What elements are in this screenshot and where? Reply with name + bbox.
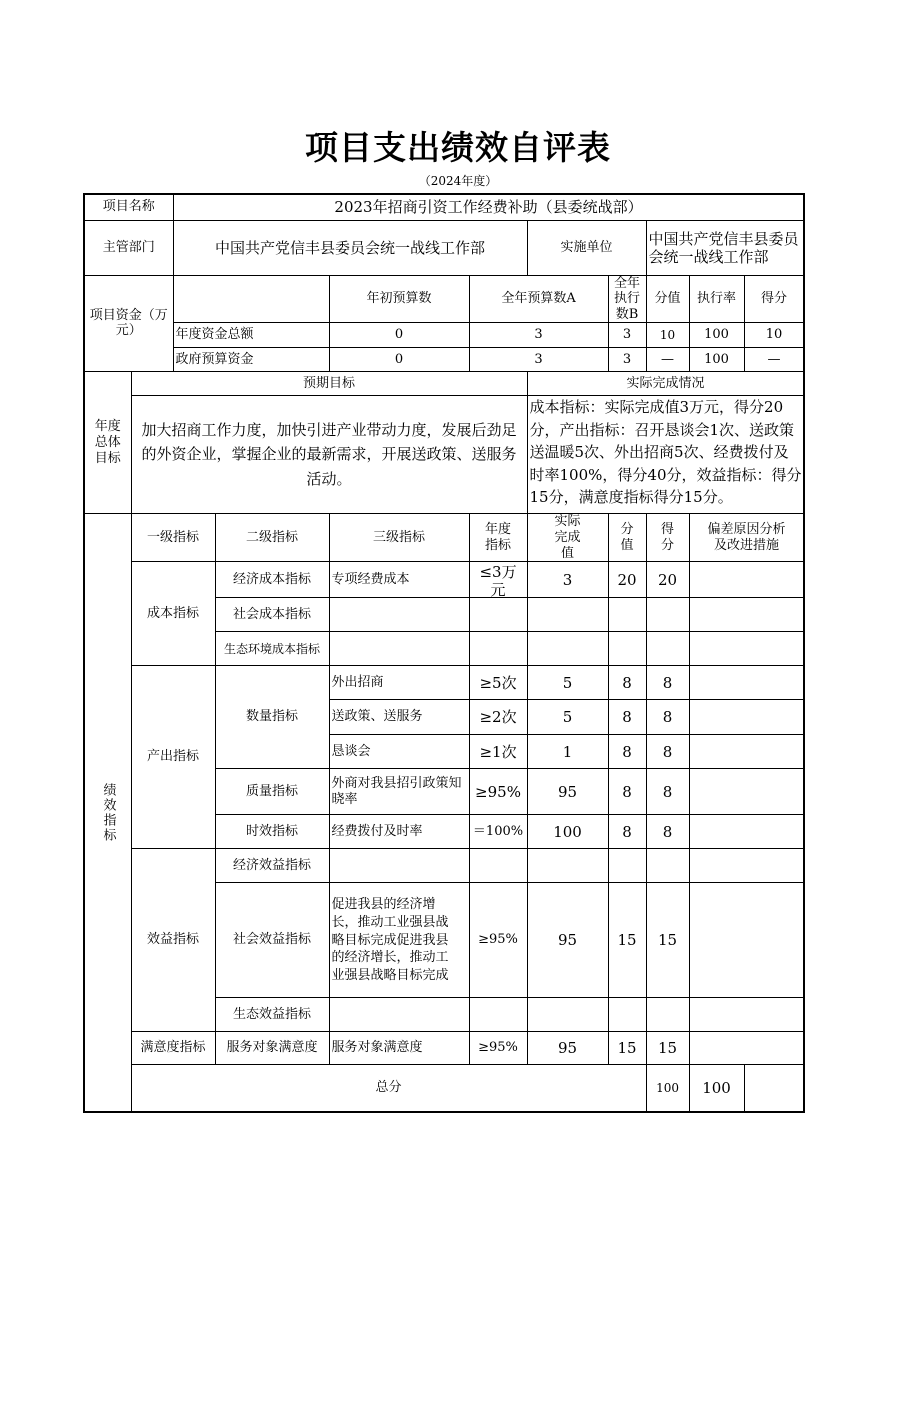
funds-cell: 3 (469, 348, 608, 372)
funds-col: 年初预算数 (329, 275, 469, 323)
l3-cell (329, 849, 469, 883)
page-title: 项目支出绩效自评表 (305, 128, 611, 167)
funds-row (84, 348, 804, 372)
perf-col (689, 514, 804, 562)
target-cell: ＝100% (469, 815, 527, 849)
funds-row-label: 年度资金总额 (173, 323, 329, 348)
note-cell (689, 769, 804, 815)
actual-label: 实际完成情况 (527, 372, 804, 396)
target-cell (469, 998, 527, 1032)
total-note (744, 1065, 804, 1112)
note-cell (689, 562, 804, 598)
l1-benefit: 效益指标 (131, 849, 215, 1032)
project-name-label: 项目名称 (84, 194, 173, 220)
got-cell (646, 998, 689, 1032)
target-cell (469, 598, 527, 632)
l2-cell: 服务对象满意度 (215, 1032, 329, 1065)
perf-row (84, 849, 804, 883)
target-text: ≤3万元 (479, 562, 517, 597)
note-cell (689, 700, 804, 735)
actual-result (527, 396, 804, 514)
actual-cell: 5 (527, 666, 608, 700)
goals-label (84, 372, 131, 514)
actual-cell (527, 849, 608, 883)
total-got: 100 (689, 1065, 744, 1112)
funds-col: 执行率 (689, 275, 744, 323)
l3-cell: 恳谈会 (329, 735, 469, 769)
total-label: 总分 (131, 1065, 646, 1112)
note-cell (689, 666, 804, 700)
got-cell: 8 (646, 666, 689, 700)
score-cell: 15 (608, 1032, 646, 1065)
note-cell (689, 883, 804, 998)
got-cell: 15 (646, 1032, 689, 1065)
funds-cell: 100 (689, 323, 744, 348)
impl-value: 中国共产党信丰县委员会统一战线工作部 (646, 220, 804, 275)
got-cell (646, 598, 689, 632)
funds-col: 全年执行数B (608, 275, 646, 323)
got-cell: 15 (646, 883, 689, 998)
l3-cell: 服务对象满意度 (329, 1032, 469, 1065)
perf-col: 二级指标 (215, 514, 329, 562)
got-cell: 8 (646, 769, 689, 815)
total-score: 100 (646, 1065, 689, 1112)
perf-col (469, 514, 527, 562)
perf-col: 三级指标 (329, 514, 469, 562)
perf-row (84, 1032, 804, 1065)
actual-cell: 95 (527, 769, 608, 815)
l2-cell: 数量指标 (215, 666, 329, 769)
target-cell: ≥5次 (469, 666, 527, 700)
l3-cell: 送政策、送服务 (329, 700, 469, 735)
perf-col (608, 514, 646, 562)
funds-cell: — (744, 348, 804, 372)
funds-header-row (84, 275, 804, 323)
note-cell (689, 849, 804, 883)
score-cell (608, 998, 646, 1032)
project-name-row (84, 194, 804, 220)
l2-cell: 社会成本指标 (215, 598, 329, 632)
funds-cell: 0 (329, 348, 469, 372)
target-cell: ≥95% (469, 769, 527, 815)
perf-col-text: 偏差原因分析及改进措施 (707, 522, 786, 553)
perf-header-row (84, 514, 804, 562)
funds-col: 得分 (744, 275, 804, 323)
funds-blank (173, 275, 329, 323)
expected-goal: 加大招商工作力度，加快引进产业带动力度，发展后劲足的外资企业，掌握企业的最新需求，开展送政策、送服务活动。 (131, 396, 527, 514)
actual-cell (527, 632, 608, 666)
note-cell (689, 735, 804, 769)
note-cell (689, 998, 804, 1032)
got-cell: 20 (646, 562, 689, 598)
score-cell: 8 (608, 735, 646, 769)
l1-cost: 成本指标 (131, 562, 215, 666)
actual-cell (527, 598, 608, 632)
got-cell: 8 (646, 700, 689, 735)
l3-text: 促进我县的经济增长，推动工业强县战略目标完成促进我县的经济增长，推动工业强县战略目标完成 (331, 897, 449, 983)
l3-cell (329, 598, 469, 632)
actual-result-text: 成本指标：实际完成值3万元，得分20分，产出指标：召开恳谈会1次、送政策送温暖5次、外出招商5次、经费拨付及时率100%，得分40分，效益指标：得分15分，满意度指标得分15分。 (529, 398, 802, 507)
expected-label: 预期目标 (131, 372, 527, 396)
target-cell: ≥95% (469, 883, 527, 998)
funds-cell: 3 (608, 323, 646, 348)
perf-label (84, 514, 131, 1112)
funds-col: 分值 (646, 275, 689, 323)
got-cell: 8 (646, 815, 689, 849)
total-row (84, 1065, 804, 1112)
note-cell (689, 598, 804, 632)
score-cell (608, 849, 646, 883)
funds-cell: 0 (329, 323, 469, 348)
target-cell (469, 562, 527, 598)
report-year: （2024年度） (418, 174, 498, 188)
target-cell: ≥1次 (469, 735, 527, 769)
target-cell: ≥95% (469, 1032, 527, 1065)
perf-col: 一级指标 (131, 514, 215, 562)
score-cell (608, 598, 646, 632)
perf-col-text: 分值 (620, 522, 634, 553)
l2-cell: 经济效益指标 (215, 849, 329, 883)
funds-row-label: 政府预算资金 (173, 348, 329, 372)
perf-col (527, 514, 608, 562)
actual-cell: 95 (527, 1032, 608, 1065)
evaluation-table (83, 193, 805, 1113)
perf-col-text: 年度指标 (485, 522, 512, 553)
goals-header-row (84, 372, 804, 396)
project-name-value: 2023年招商引资工作经费补助（县委统战部） (173, 194, 804, 220)
actual-cell: 1 (527, 735, 608, 769)
target-cell: ≥2次 (469, 700, 527, 735)
score-cell: 8 (608, 666, 646, 700)
perf-col-text: 得分 (661, 522, 675, 553)
impl-label: 实施单位 (527, 220, 646, 275)
goals-row (84, 396, 804, 514)
actual-cell: 5 (527, 700, 608, 735)
l3-cell: 专项经费成本 (329, 562, 469, 598)
l3-cell: 外出招商 (329, 666, 469, 700)
l2-cell: 质量指标 (215, 769, 329, 815)
l2-cell: 社会效益指标 (215, 883, 329, 998)
l1-output: 产出指标 (131, 666, 215, 849)
actual-cell (527, 998, 608, 1032)
l2-cell: 生态效益指标 (215, 998, 329, 1032)
note-cell (689, 1032, 804, 1065)
funds-cell: 3 (469, 323, 608, 348)
score-cell: 8 (608, 700, 646, 735)
got-cell (646, 849, 689, 883)
funds-cell: — (646, 348, 689, 372)
funds-cell: 10 (744, 323, 804, 348)
goals-label-text: 年度总体目标 (94, 419, 121, 466)
l2-cell: 生态环境成本指标 (215, 632, 329, 666)
score-cell: 15 (608, 883, 646, 998)
got-cell (646, 632, 689, 666)
dept-label: 主管部门 (84, 220, 173, 275)
l2-cell: 经济成本指标 (215, 562, 329, 598)
note-cell (689, 815, 804, 849)
note-cell (689, 632, 804, 666)
perf-col (646, 514, 689, 562)
l1-satisfaction: 满意度指标 (131, 1032, 215, 1065)
funds-col: 全年预算数A (469, 275, 608, 323)
l3-cell: 外商对我县招引政策知晓率 (329, 769, 469, 815)
funds-row (84, 323, 804, 348)
target-cell (469, 849, 527, 883)
perf-label-text: 绩效指标 (100, 782, 116, 843)
actual-cell: 100 (527, 815, 608, 849)
l3-cell: 经费拨付及时率 (329, 815, 469, 849)
actual-cell: 3 (527, 562, 608, 598)
funds-cell: 3 (608, 348, 646, 372)
actual-cell: 95 (527, 883, 608, 998)
score-cell (608, 632, 646, 666)
funds-label: 项目资金（万元） (84, 275, 173, 372)
funds-cell: 10 (646, 323, 689, 348)
l2-cell: 时效指标 (215, 815, 329, 849)
funds-cell: 100 (689, 348, 744, 372)
l3-cell (329, 632, 469, 666)
dept-value: 中国共产党信丰县委员会统一战线工作部 (173, 220, 527, 275)
perf-row (84, 562, 804, 598)
got-cell: 8 (646, 735, 689, 769)
perf-row (84, 666, 804, 700)
l3-cell (329, 883, 469, 998)
l3-cell (329, 998, 469, 1032)
perf-col-text: 实际完成值 (554, 514, 581, 561)
department-row (84, 220, 804, 275)
score-cell: 8 (608, 769, 646, 815)
score-cell: 8 (608, 815, 646, 849)
score-cell: 20 (608, 562, 646, 598)
target-cell (469, 632, 527, 666)
